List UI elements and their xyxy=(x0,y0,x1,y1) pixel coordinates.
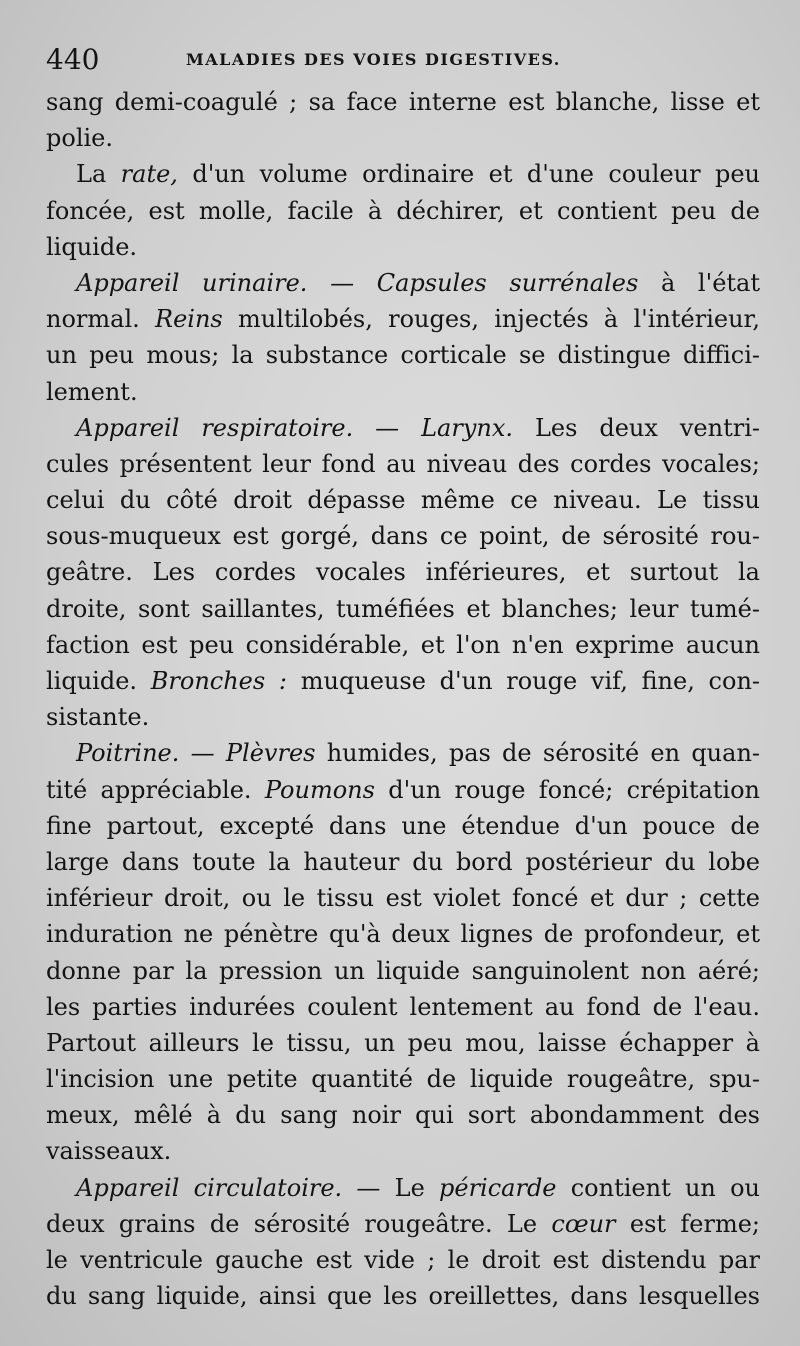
text-segment: large dans toute la hauteur du bord postérieur du lobe xyxy=(46,847,760,876)
text-line xyxy=(46,953,760,989)
text-line xyxy=(46,627,760,663)
text-line xyxy=(46,84,760,120)
text-line xyxy=(46,446,760,482)
page-number: 440 xyxy=(46,43,100,76)
text-line xyxy=(46,1278,760,1314)
text-segment: à l'état xyxy=(638,268,760,297)
text-segment: Partout ailleurs le tissu, un peu mou, laisse échapper à xyxy=(46,1028,760,1057)
text-segment: lement. xyxy=(46,377,138,406)
text-line xyxy=(46,156,760,192)
text-line xyxy=(46,229,760,265)
text-line xyxy=(46,699,760,735)
text-segment: le ventricule gauche est vide ; le droit est distendu par xyxy=(46,1246,760,1274)
text-line xyxy=(46,120,760,156)
text-line xyxy=(46,880,760,916)
text-line xyxy=(46,193,760,229)
text-segment: un peu mous; la substance corticale se distingue diffici- xyxy=(46,341,760,370)
text-segment: d'un rouge foncé; crépitation xyxy=(374,775,760,804)
text-line xyxy=(46,337,760,373)
text-segment: humides, pas de sérosité en quan- xyxy=(315,739,760,768)
text-segment: muqueuse d'un rouge vif, fine, con- xyxy=(287,667,760,695)
text-segment: Les deux ventri- xyxy=(513,413,760,442)
italic-text: Appareil respiratoire. — Larynx. xyxy=(76,413,514,442)
italic-text: rate, xyxy=(120,160,178,189)
text-line xyxy=(46,772,760,808)
text-segment: celui du côté droit dépasse même ce niveau. Le tissu xyxy=(46,486,760,515)
text-segment: deux grains de sérosité rougeâtre. Le xyxy=(46,1209,552,1238)
text-segment: liquide. xyxy=(46,232,138,261)
text-segment: les parties indurées coulent lentement au fond de l'eau. xyxy=(46,992,760,1021)
italic-text: Poitrine. — Plèvres xyxy=(76,739,316,768)
text-line xyxy=(46,663,760,699)
text-segment: normal. xyxy=(46,305,156,334)
italic-text: Appareil circulatoire. xyxy=(76,1173,343,1202)
text-segment: tité appréciable. xyxy=(46,775,265,804)
text-segment: — Le xyxy=(342,1173,439,1202)
text-segment: vaisseaux. xyxy=(46,1137,172,1166)
text-segment: multilobés, rouges, injectés à l'intérieur, xyxy=(222,305,760,334)
text-line xyxy=(46,591,760,627)
text-line xyxy=(46,808,760,844)
text-line xyxy=(46,554,760,590)
text-segment: l'incision une petite quantité de liquide rougeâtre, spu- xyxy=(46,1065,760,1094)
text-segment: meux, mêlé à du sang noir qui sort abondamment des xyxy=(46,1101,760,1130)
text-line xyxy=(46,1025,760,1061)
italic-text: Poumons xyxy=(264,775,375,804)
text-line xyxy=(46,1097,760,1133)
running-title: MALADIES DES VOIES DIGESTIVES. xyxy=(186,50,561,69)
italic-text: Bronches : xyxy=(150,667,288,695)
text-line xyxy=(46,1242,760,1278)
italic-text: cœur xyxy=(551,1209,616,1238)
text-line xyxy=(46,1061,760,1097)
text-line xyxy=(46,1133,760,1169)
text-line xyxy=(46,844,760,880)
text-line xyxy=(46,265,760,301)
text-segment: induration ne pénètre qu'à deux lignes de profondeur, et xyxy=(46,920,760,949)
text-line xyxy=(46,1170,760,1206)
italic-text: Appareil urinaire. — Capsules surrénales xyxy=(76,268,639,297)
text-line xyxy=(46,410,760,446)
text-segment: fine partout, excepté dans une étendue d'un pouce de xyxy=(46,811,760,840)
text-segment: cules présentent leur fond au niveau des cordes vocales; xyxy=(46,449,760,478)
text-segment: sang demi-coagulé ; sa face interne est blanche, lisse et xyxy=(46,88,760,116)
page-header xyxy=(46,40,760,80)
text-line xyxy=(46,482,760,518)
text-segment: est ferme; xyxy=(615,1209,760,1238)
text-segment: sous-muqueux est gorgé, dans ce point, de sérosité rou- xyxy=(46,522,760,551)
text-segment: inférieur droit, ou le tissu est violet foncé et dur ; cette xyxy=(46,884,760,913)
text-segment: foncée, est molle, facile à déchirer, et contient peu de xyxy=(46,196,760,225)
italic-text: Reins xyxy=(155,305,223,334)
text-segment: liquide. xyxy=(46,667,151,695)
text-line xyxy=(46,518,760,554)
text-line xyxy=(46,1206,760,1242)
text-line xyxy=(46,374,760,410)
text-line xyxy=(46,916,760,952)
text-segment: contient un ou xyxy=(556,1173,760,1202)
text-segment: sistante. xyxy=(46,703,150,732)
text-segment: geâtre. Les cordes vocales inférieures, et surtout la xyxy=(46,558,760,587)
text-segment: d'un volume ordinaire et d'une couleur peu xyxy=(177,160,760,189)
text-segment: droite, sont saillantes, tuméfiées et blanches; leur tumé- xyxy=(46,594,760,623)
italic-text: péricarde xyxy=(439,1173,557,1202)
text-segment: La xyxy=(76,160,121,189)
text-line xyxy=(46,735,760,771)
text-segment: faction est peu considérable, et l'on n'en exprime aucun xyxy=(46,630,760,659)
text-segment: polie. xyxy=(46,124,113,153)
text-segment: du sang liquide, ainsi que les oreillettes, dans lesquelles xyxy=(46,1282,760,1311)
text-line xyxy=(46,989,760,1025)
body-text xyxy=(46,84,760,1314)
text-segment: donne par la pression un liquide sanguinolent non aéré; xyxy=(46,956,760,985)
text-line xyxy=(46,301,760,337)
